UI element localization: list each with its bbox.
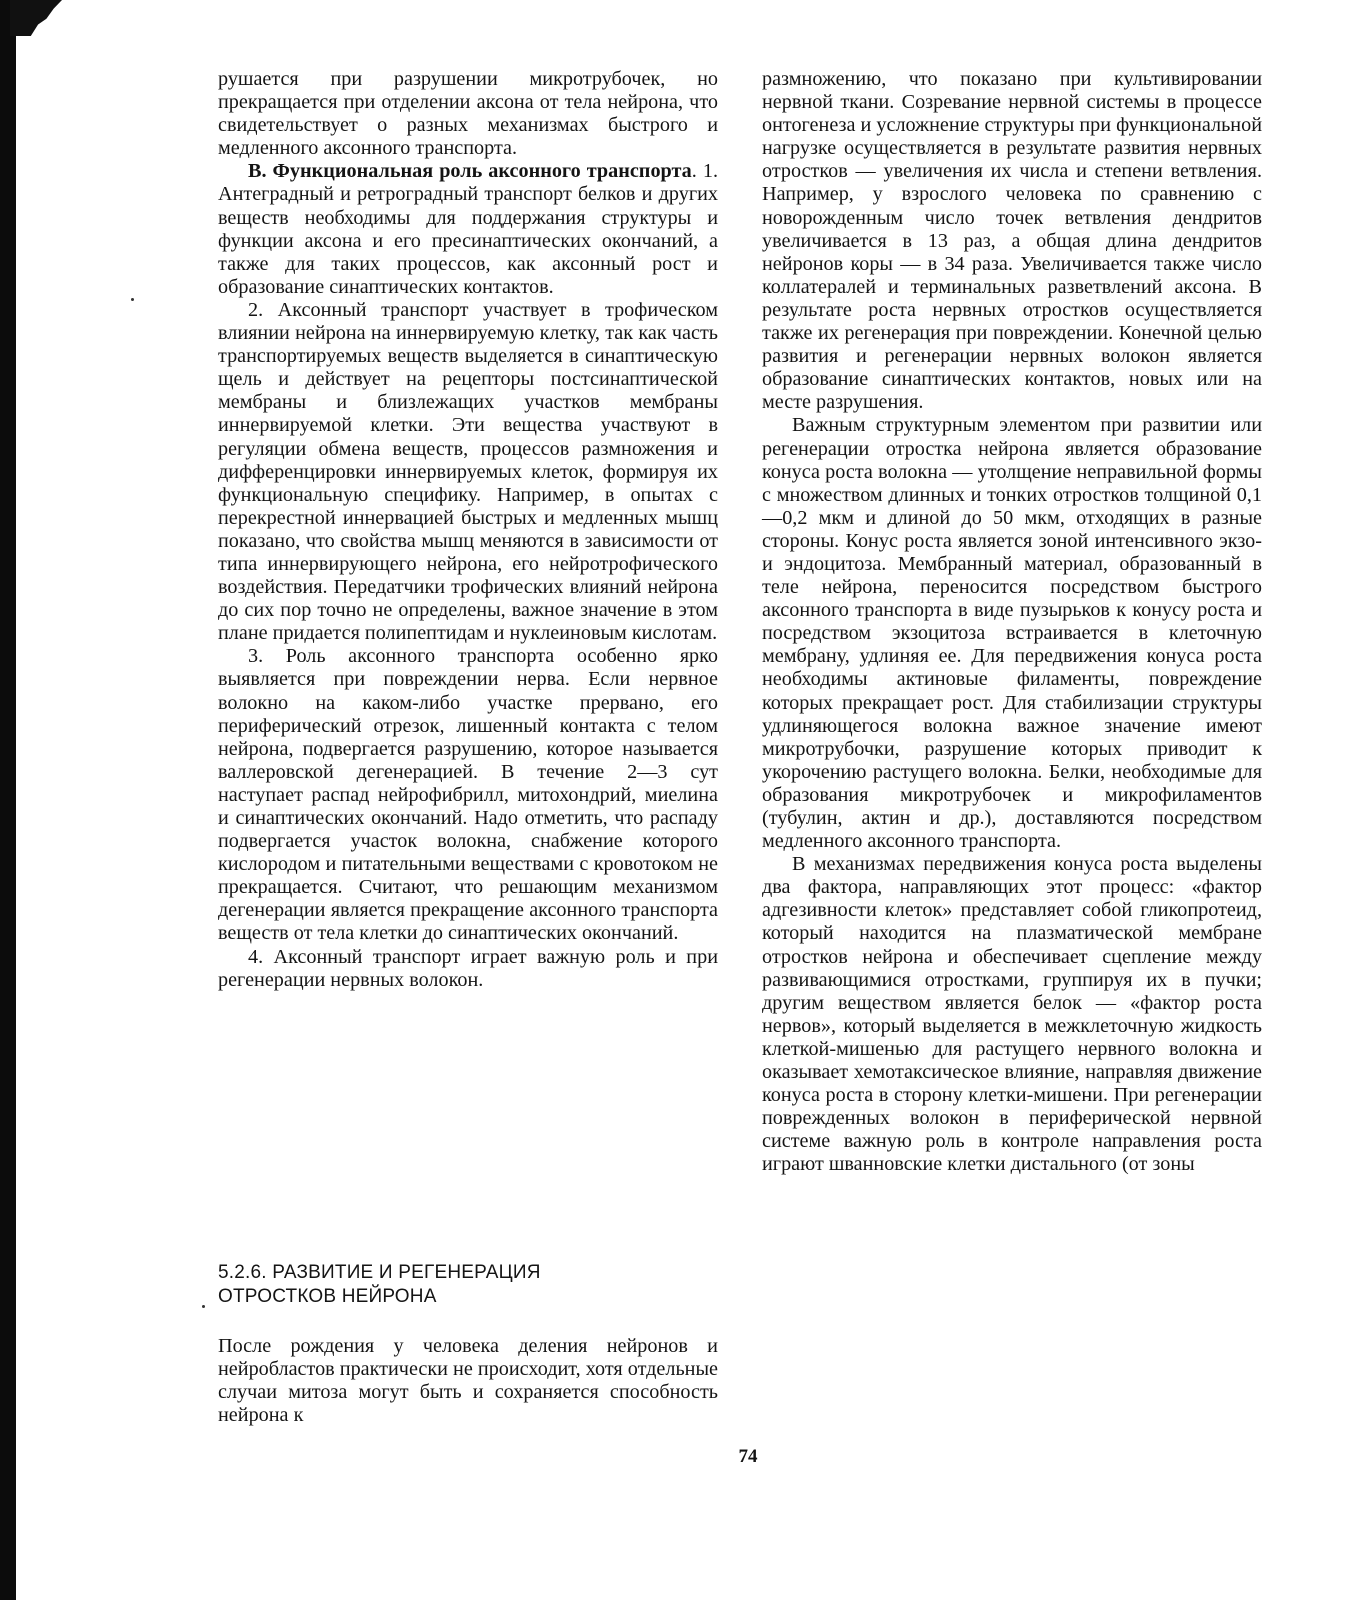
section-heading	[218, 1261, 718, 1308]
paragraph-2: 2. Аксонный транспорт участвует в трофическом влиянии нейрона на иннервируемую клетку, так как часть транспортируемых веществ выделяется в синаптическую щель и действует на рецепторы постсинаптической мембраны и близлежащих участков мембраны иннервируемой клетки. Эти вещества участвуют в регуляции обмена веществ, процессов размножения и дифференцировки иннервируемых клеток, формируя их функциональную специфику. Например, в опытах с перекрестной иннервацией быстрых и медленных мышц показано, что свойства мышц меняются в зависимости от типа иннервирующего нейрона, его нейротрофического воздействия. Передатчики трофических влияний нейрона до сих пор точно не определены, важное значение в этом плане придается полипептидам и нуклеиновым кислотам.	[218, 298, 718, 645]
right-column	[762, 68, 1262, 1177]
paragraph-3: 3. Роль аксонного транспорта особенно ярко выявляется при повреждении нерва. Если нервное волокно на каком-либо участке прервано, его периферический отрезок, лишенный контакта с телом нейрона, подвергается разрушению, которое называется валлеровской дегенерацией. В течение 2—3 сут наступает распад нейрофибрилл, митохондрий, миелина и синаптических окончаний. Надо отметить, что распаду подвергается участок волокна, снабжение которого кислородом и питательными веществами с кровотоком не прекращается. Считают, что решающим механизмом дегенерации является прекращение аксонного транспорта веществ от тела клетки до синаптических окончаний.	[218, 645, 718, 945]
paragraph-continued: рушается при разрушении микротрубочек, но прекращается при отделении аксона от тела нейрона, что свидетельствует о разных механизмах быстрого и медленного аксонного транспорта.	[218, 68, 718, 160]
scan-speck	[202, 1305, 205, 1308]
paragraph-section-b	[218, 160, 718, 299]
paragraph-right-3: В механизмах передвижения конуса роста выделены два фактора, направляющих этот процесс: «фактор адгезивности клеток» представляет собой гликопротеид, который находится на плазматической мембране отростков нейрона и обеспечивает сцепление между развивающимися отростками, группируя их в пучки; другим веществом является белок — «фактор роста нервов», который выделяется в межклеточную жидкость клеткой-мишенью для растущего нервного волокна и оказывает хемотаксическое влияние, направляя движение конуса роста в сторону клетки-мишени. При регенерации поврежденных волокон в периферической нервной системе важную роль в контроле направления роста играют шванновские клетки дистального (от зоны	[762, 853, 1262, 1176]
left-column	[218, 68, 718, 992]
paragraph-right-2: Важным структурным элементом при развитии или регенерации отростка нейрона является образование конуса роста волокна — утолщение неправильной формы с множеством длинных и тонких отростков толщиной 0,1—0,2 мкм и длиной до 50 мкм, отходящих в разные стороны. Конус роста является зоной интенсивного экзо- и эндоцитоза. Мембранный материал, образованный в теле нейрона, переносится посредством быстрого аксонного транспорта в виде пузырьков к конусу роста и посредством экзоцитоза встраивается в клеточную мембрану, удлиняя ее. Для передвижения конуса роста необходимы актиновые филаменты, повреждение которых прекращает рост. Для стабилизации структуры удлиняющегося волокна важное значение имеют микротрубочки, разрушение которых приводит к укорочению растущего волокна. Белки, необходимые для образования микротрубочек и микрофиламентов (тубулин, актин и др.), доставляются посредством медленного аксонного транспорта.	[762, 414, 1262, 853]
section-heading-line-2: ОТРОСТКОВ НЕЙРОНА	[218, 1285, 437, 1307]
page-number: 74	[738, 1446, 758, 1467]
paragraph-right-1: размножению, что показано при культивировании нервной ткани. Созревание нервной системы в процессе онтогенеза и усложнение структуры при функциональной нагрузке осуществляется в результате развития нервных отростков — увеличения их числа и степени ветвления. Например, у взрослого человека по сравнению с новорожденным число точек ветвления дендритов увеличивается в 13 раз, а общая длина дендритов нейронов коры — в 34 раза. Увеличивается также число коллатералей и терминальных разветвлений аксона. В результате роста нервных отростков осуществляется также их регенерация при повреждении. Конечной целью развития и регенерации нервных волокон является образование синаптических контактов, новых или на месте разрушения.	[762, 68, 1262, 414]
scan-edge-shadow	[0, 0, 16, 1600]
scan-corner-artifact	[10, 0, 62, 36]
section-b-text: . 1. Антеградный и ретроградный транспорт белков и других веществ необходимы для поддержания структуры и функции аксона и его пресинаптических окончаний, а также для таких процессов, как аксонный рост и образование синаптических контактов.	[218, 160, 718, 298]
section-heading-line-1: 5.2.6. РАЗВИТИЕ И РЕГЕНЕРАЦИЯ	[218, 1262, 541, 1283]
paragraph-4: 4. Аксонный транспорт играет важную роль и при регенерации нервных волокон.	[218, 945, 718, 991]
section-b-lead: В. Функциональная роль аксонного транспорта	[248, 160, 692, 183]
section-intro	[218, 1335, 718, 1427]
scan-speck	[131, 298, 134, 301]
paragraph-5: После рождения у человека деления нейронов и нейробластов практически не происходит, хотя отдельные случаи митоза могут быть и сохраняется способность нейрона к	[218, 1335, 718, 1427]
